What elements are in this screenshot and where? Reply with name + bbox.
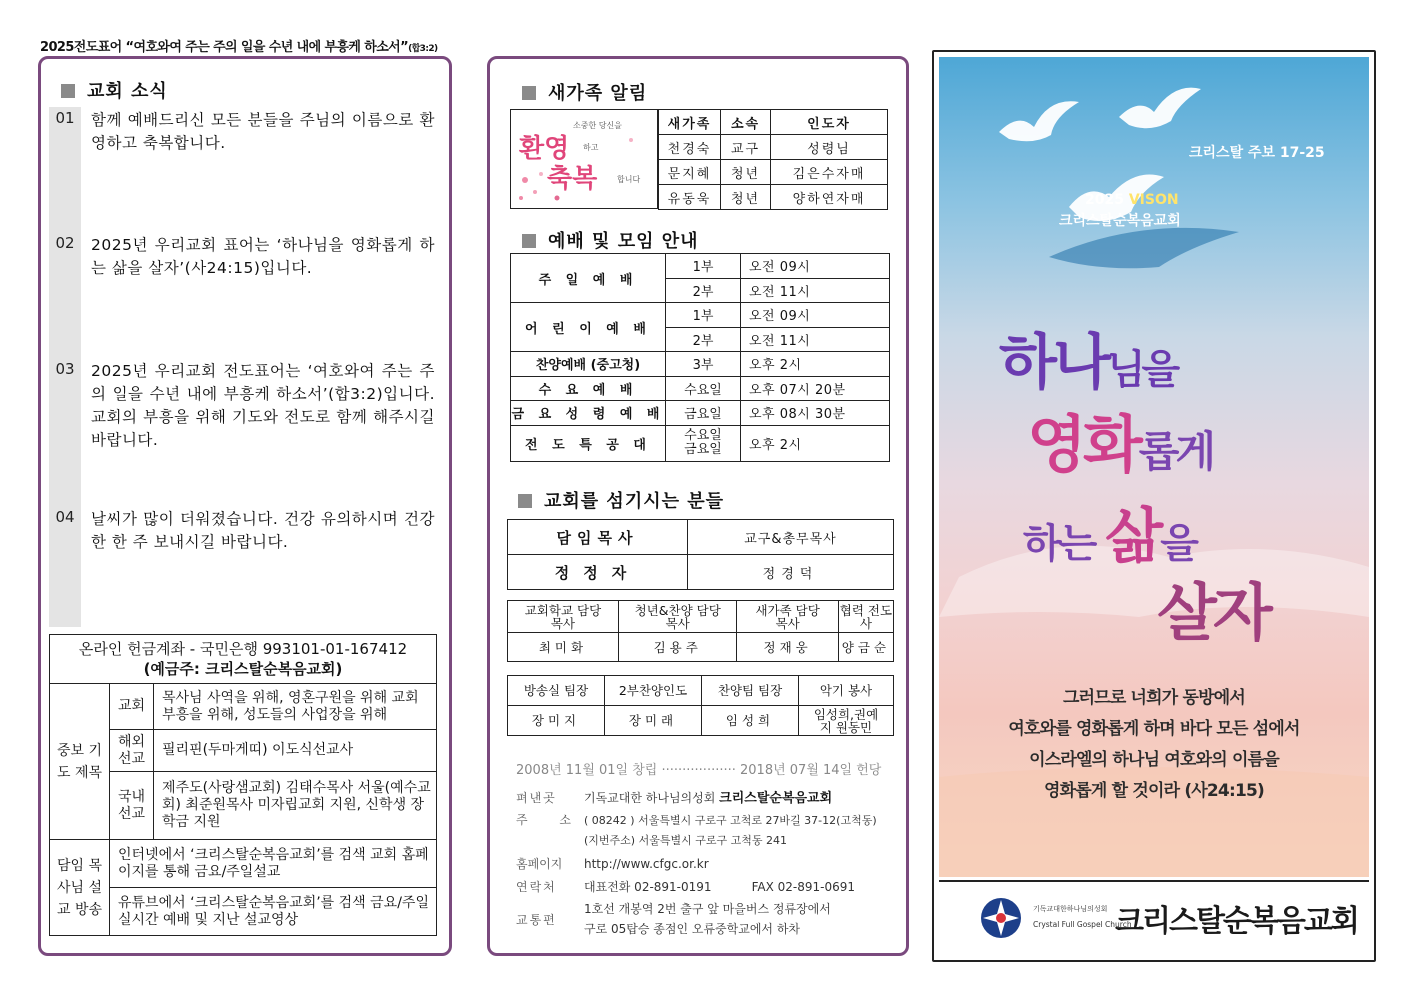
church-news-panel [38, 56, 452, 956]
square-bullet-icon [522, 86, 536, 100]
vision-church: 크리스탈순복음교회 [1059, 213, 1181, 229]
prayer-text: 제주도(사랑샘교회) 김태수목사 서울(예수교회) 최준원목사 미자립교회 지원, 신학생 장학금 지원 [154, 772, 437, 840]
verse-line: 영화롭게 할 것이라 (사24:15) [1043, 781, 1264, 801]
church-emblem-icon [979, 896, 1023, 940]
staff-row2-table [507, 600, 894, 662]
staff-role: 정정자 [508, 555, 688, 590]
welcome-small: 소중한 당신을 [573, 121, 622, 130]
nf-cell: 문지혜 [659, 160, 721, 185]
motto-ref: (합3:2) [408, 44, 438, 54]
staff-role: 2부찬양인도 [605, 676, 702, 706]
staff-name: 장미지 [508, 706, 605, 736]
sermon-youtube: 유튜브에서 ‘크리스탈순복음교회’를 검색 금요/주일 실시간 예배 및 지난 설교영상 [110, 888, 437, 936]
worship-time: 오후 08시 30분 [741, 401, 890, 426]
worship-time: 오후 2시 [741, 352, 890, 377]
logo-name: 크리스탈순복음교회 [1115, 904, 1358, 939]
newfamily-table [658, 109, 888, 210]
worship-part: 2부 [666, 327, 741, 352]
nf-cell: 청년 [721, 160, 771, 185]
info-panel [487, 56, 909, 956]
address-row: 주 소( 08242 ) 서울특별시 구로구 고척로 27바길 37-12(고척동) [516, 813, 877, 827]
worship-part: 3부 [666, 352, 741, 377]
staff-main-table [507, 519, 894, 590]
nf-cell: 김은수자매 [771, 160, 888, 185]
staff-role: 청년&찬양 담당목사 [618, 601, 737, 633]
worship-time: 오후 07시 20분 [741, 376, 890, 401]
square-bullet-icon [61, 84, 75, 98]
founded-line: 2008년 11월 01일 창립 ·················· 2018년 07월 14일 헌당 [516, 763, 882, 778]
slogan-line2: 영화롭게 [1027, 408, 1212, 481]
news-title: 교회 소식 [61, 77, 168, 103]
motto-text: 2025전도표어 “여호와여 주는 주의 일을 수년 내에 부흥케 하소서” [40, 40, 409, 55]
welcome-end: 합니다 [617, 175, 641, 184]
prayer-category: 해외 선교 [110, 730, 154, 772]
worship-table [510, 253, 890, 462]
church-logo-footer [939, 880, 1369, 956]
news-text: 2025년 우리교회 표어는 ‘하나님을 영화롭게 하는 삶을 살자’(사24:15)입니다. [91, 236, 435, 277]
news-number: 03 [55, 360, 75, 378]
staff-name: 임성희 [702, 706, 799, 736]
worship-time: 오전 11시 [741, 278, 890, 303]
worship-name: 전 도 특 공 대 [511, 425, 666, 461]
nf-cell: 교구 [721, 135, 771, 160]
nf-cell: 유동욱 [659, 185, 721, 210]
homepage-link[interactable]: http://www.cfgc.or.kr [584, 857, 709, 871]
contact-row: 연락처 대표전화 02-891-0191 FAX 02-891-0691 [516, 880, 855, 894]
newfamily-title: 새가족 알림 [522, 79, 647, 105]
account-holder: (예금주: 크리스탈순복음교회) [143, 660, 343, 678]
nf-cell: 청년 [721, 185, 771, 210]
square-bullet-icon [518, 494, 532, 508]
staff-role: 찬양팀 팀장 [702, 676, 799, 706]
staff-role: 교회학교 담당목사 [508, 601, 619, 633]
worship-part: 1부 [666, 254, 741, 279]
publisher-row: 펴낸곳 기독교대한 하나님의성회 크리스탈순복음교회 [516, 791, 833, 806]
transport-label: 교통편 [516, 913, 557, 927]
transport-line: 1호선 개봉역 2번 출구 앞 마을버스 정류장에서 [584, 902, 831, 916]
nf-header: 새가족 [659, 110, 721, 135]
staff-name: 임성희,권예지 원동민 [799, 706, 894, 736]
worship-name: 수 요 예 배 [511, 376, 666, 401]
sermon-label: 담임 목사님 설교 방송 [50, 840, 110, 936]
staff-name: 장미래 [605, 706, 702, 736]
verse-line: 이스라엘의 하나님 여호와의 이름을 [1029, 750, 1279, 770]
staff-role: 방송실 팀장 [508, 676, 605, 706]
staff-row3-table [507, 675, 894, 736]
slogan-line1: 하나님을 [999, 328, 1177, 398]
worship-name: 금 요 성 령 예 배 [511, 401, 666, 426]
homepage-row: 홈페이지 http://www.cfgc.or.kr [516, 857, 709, 871]
nf-header: 소속 [721, 110, 771, 135]
staff-name: 정경덕 [688, 555, 894, 590]
logo-org: 기독교대한하나님의성회 [1033, 905, 1108, 913]
worship-part: 1부 [666, 303, 741, 328]
motto-header [40, 36, 438, 55]
staff-role: 담임목사 [508, 520, 688, 555]
heart-decoration-icon [511, 110, 659, 210]
staff-name: 교구&총무목사 [688, 520, 894, 555]
nf-cell: 양하연자매 [771, 185, 888, 210]
logo-english: Crystal Full Gospel Church [1033, 920, 1132, 929]
prayer-text: 필리핀(두마게띠) 이도식선교사 [154, 730, 437, 772]
address-lot: (지번주소) 서울특별시 구로구 고척동 241 [584, 834, 787, 847]
nf-cell: 성령님 [771, 135, 888, 160]
prayer-text: 목사님 사역을 위해, 영혼구원을 위해 교회부흥을 위해, 성도들의 사업장을 위해 [154, 684, 437, 730]
verse-line: 그러므로 너희가 동방에서 [1062, 688, 1246, 708]
verse-line: 여호와를 영화롭게 하며 바다 모든 섬에서 [1008, 719, 1300, 739]
news-number: 02 [55, 234, 75, 252]
worship-part: 수요일 [666, 376, 741, 401]
cover-panel [932, 50, 1376, 962]
bulletin-number: 크리스탈 주보 17-25 [1189, 145, 1325, 161]
cover-image [939, 57, 1369, 877]
news-number: 01 [55, 109, 75, 127]
staff-title: 교회를 섬기시는 분들 [518, 487, 724, 513]
news-text: 날씨가 많이 더워졌습니다. 건강 유의하시며 건강한 한 주 보내시길 바랍니다. [91, 510, 435, 551]
sermon-internet: 인터넷에서 ‘크리스탈순복음교회’를 검색 교회 홈페이지를 통해 금요/주일설교 [110, 840, 437, 888]
cover-verse [939, 683, 1369, 807]
account-line: 온라인 헌금계좌 - 국민은행 993101-01-167412 [78, 640, 408, 658]
welcome-mid: 하고 [583, 143, 599, 152]
staff-name: 정재웅 [737, 633, 838, 662]
worship-part: 수요일 금요일 [666, 425, 741, 461]
news-text: 함께 예배드리신 모든 분들을 주님의 이름으로 환영하고 축복합니다. [91, 111, 435, 152]
worship-title: 예배 및 모임 안내 [522, 227, 699, 253]
worship-time: 오전 09시 [741, 303, 890, 328]
staff-role: 새가족 담당목사 [737, 601, 838, 633]
staff-name: 김용주 [618, 633, 737, 662]
worship-name: 주 일 예 배 [511, 254, 666, 303]
worship-name: 어 린 이 예 배 [511, 303, 666, 352]
staff-role: 악기 봉사 [799, 676, 894, 706]
news-number: 04 [55, 508, 75, 526]
nf-header: 인도자 [771, 110, 888, 135]
staff-role: 협력 전도사 [839, 602, 893, 631]
nf-cell: 천경숙 [659, 135, 721, 160]
welcome-image [510, 109, 658, 209]
prayer-category: 국내 선교 [110, 772, 154, 840]
prayer-label: 중보 기도 제목 [50, 684, 110, 840]
staff-name: 최미화 [508, 633, 619, 662]
worship-name: 찬양예배 (중고청) [511, 352, 666, 377]
vision-title: 2025 VISON [1085, 192, 1179, 208]
square-bullet-icon [522, 234, 536, 248]
transport-line: 구로 05탑승 종점인 오류중학교에서 하차 [584, 922, 801, 936]
welcome-big2: 축복 [547, 164, 598, 194]
prayer-category: 교회 [110, 684, 154, 730]
worship-time: 오전 11시 [741, 327, 890, 352]
worship-part: 금요일 [666, 401, 741, 426]
worship-time: 오전 09시 [741, 254, 890, 279]
worship-part: 2부 [666, 278, 741, 303]
worship-time: 오후 2시 [741, 425, 890, 461]
news-text: 2025년 우리교회 전도표어는 ‘여호와여 주는 주의 일을 수년 내에 부흥케 하소서’(합3:2)입니다. 교회의 부흥을 위해 기도와 전도로 함께 해주시길 바랍니다. [91, 362, 435, 449]
welcome-big1: 환영 [519, 134, 570, 164]
slogan-line3: 하는 삶을 [1023, 502, 1196, 572]
offering-account [50, 635, 437, 684]
account-prayer-table [49, 634, 437, 936]
slogan-line4: 살자 [1157, 576, 1269, 649]
staff-name: 양금순 [838, 633, 893, 662]
